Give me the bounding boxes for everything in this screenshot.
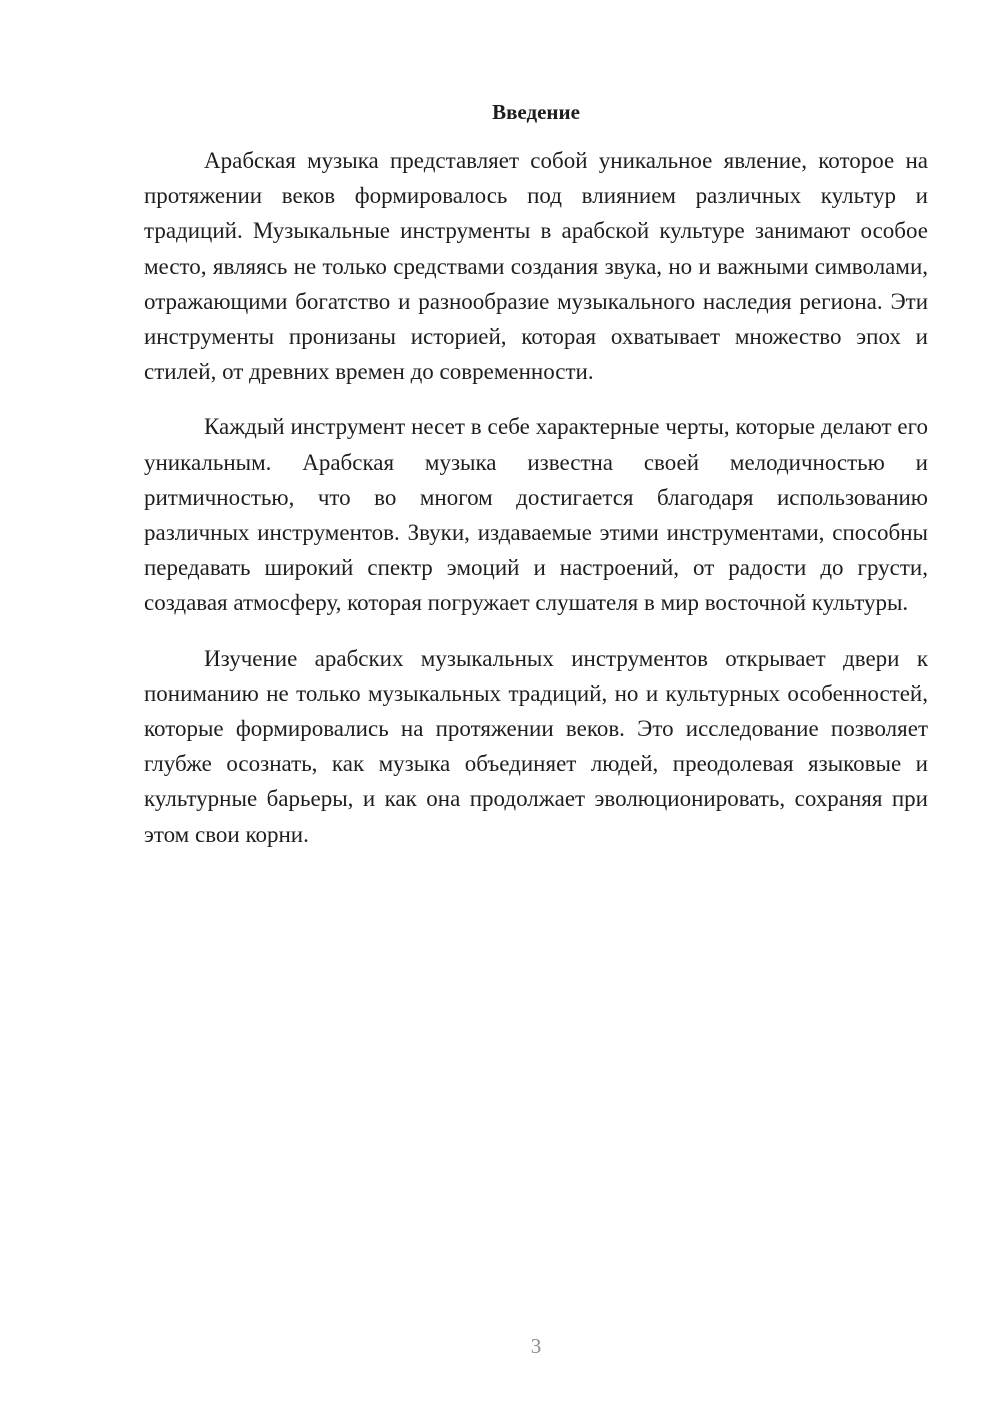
paragraph-2: Каждый инструмент несет в себе характерные черты, которые делают его уникальным. Арабская музыка известна своей мелодичностью и ритмичностью, что во многом достигается благодаря использованию различных инструментов. Звуки, издаваемые этими инструментами, способны передавать широкий спектр эмоций и настроений, от радости до грусти, создавая атмосферу, которая погружает слушателя в мир восточной культуры. [144,414,928,616]
page-number: 3 [530,1334,542,1358]
section-title: Введение [492,100,580,124]
body-text [144,143,928,872]
paragraph-3: Изучение арабских музыкальных инструментов открывает двери к пониманию не только музыкальных традиций, но и культурных особенностей, которые формировались на протяжении веков. Это исследование позволяет глубже осознать, как музыка объединяет людей, преодолевая языковые и культурные барьеры, и как она продолжает эволюционировать, сохраняя при этом свои корни. [144,645,928,847]
paragraph-1: Арабская музыка представляет собой уникальное явление, которое на протяжении веков формировалось под влиянием различных культур и традиций. Музыкальные инструменты в арабской культуре занимают особое место, являясь не только средствами создания звука, но и важными символами, отражающими богатство и разнообразие музыкального наследия региона. Эти инструменты пронизаны историей, которая охватывает множество эпох и стилей, от древних времен до современности. [144,148,928,385]
